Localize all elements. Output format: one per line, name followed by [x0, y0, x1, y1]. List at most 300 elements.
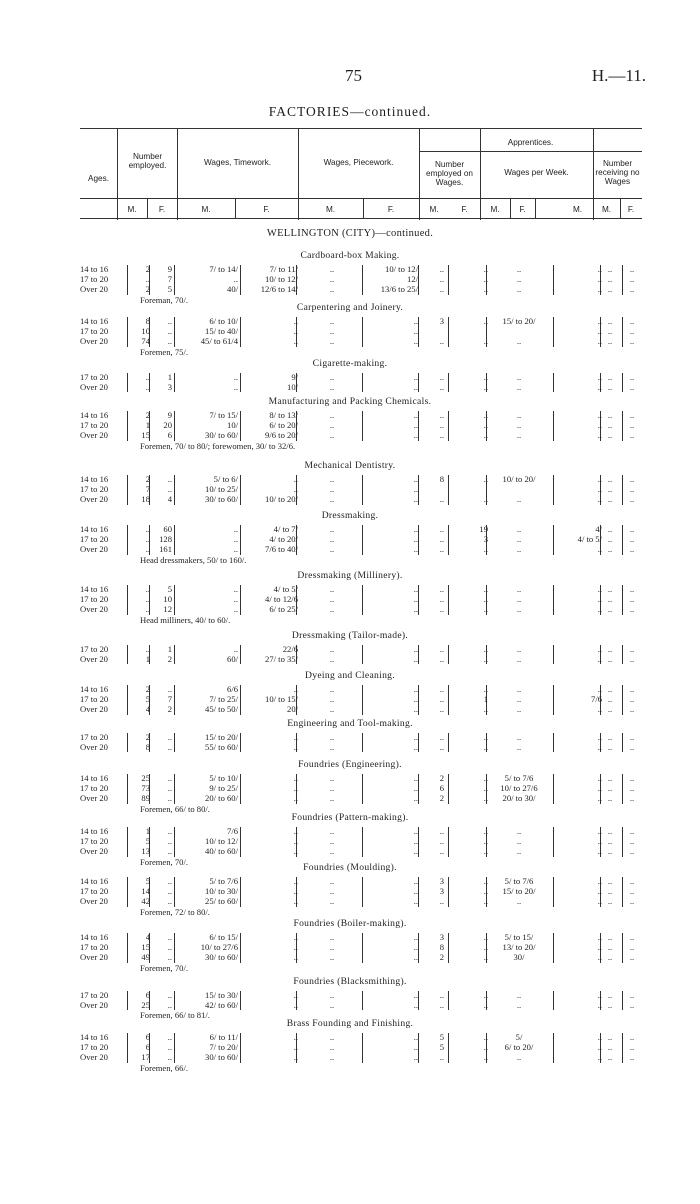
table-cell-nf: ..: [629, 836, 635, 847]
column-rule: [127, 645, 128, 664]
table-cell-tf: 6/ to 25/: [269, 604, 298, 615]
column-rule: [418, 525, 419, 555]
column-rule: [174, 933, 175, 963]
column-rule: [127, 991, 128, 1010]
table-cell-nm: ..: [607, 990, 613, 1000]
header-f: F.: [461, 205, 468, 214]
table-cell-pf: ..: [413, 484, 418, 495]
table-cell-nm: ..: [607, 326, 613, 337]
section-title: Cigarette-making.: [312, 358, 388, 369]
table-cell-af: ..: [483, 952, 488, 963]
column-rule: [127, 475, 128, 505]
table-cell-awm: 15/ to 20/: [502, 886, 536, 897]
table-cell-pf: ..: [413, 876, 418, 886]
table-cell-awm: 13/ to 20/: [502, 942, 536, 953]
table-cell-tf: ..: [293, 932, 298, 942]
table-cell-awm: ..: [516, 654, 522, 665]
table-cell-awf: ..: [597, 1042, 602, 1053]
column-rule: [174, 733, 175, 752]
column-rule: [553, 733, 554, 752]
table-cell-am: ..: [439, 420, 444, 431]
table-cell-age: Over 20: [80, 742, 108, 753]
table-cell-awm: ..: [516, 420, 522, 431]
table-cell-pf: ..: [413, 1000, 418, 1011]
table-cell-age: Over 20: [80, 604, 108, 615]
table-cell-af: ..: [483, 876, 488, 886]
table-cell-f: 9: [167, 264, 172, 274]
header-m: M.: [490, 205, 500, 214]
table-cell-m: 42: [141, 896, 150, 907]
table-cell-awf: ..: [597, 783, 602, 794]
table-cell-pm: ..: [329, 410, 335, 420]
table-cell-m: 14: [141, 886, 150, 897]
table-cell-af: ..: [483, 1032, 488, 1042]
column-rule: [127, 373, 128, 392]
table-cell-awm: ..: [516, 1052, 522, 1063]
table-cell-nf: ..: [629, 644, 635, 654]
table-cell-tf: ..: [293, 886, 298, 897]
table-cell-awf: 7/6: [591, 694, 602, 705]
table-cell-nm: ..: [607, 494, 613, 505]
table-cell-m: 73: [141, 783, 150, 794]
table-cell-age: 17 to 20: [80, 594, 109, 605]
table-cell-nm: ..: [607, 410, 613, 420]
table-cell-age: Over 20: [80, 654, 108, 665]
header-f: F.: [387, 205, 395, 214]
table-cell-tf: ..: [293, 474, 298, 484]
table-cell-pf: ..: [413, 326, 418, 337]
column-rule: [553, 774, 554, 804]
table-cell-af: ..: [483, 274, 488, 285]
table-cell-pm: ..: [329, 1032, 335, 1042]
table-cell-nm: ..: [607, 604, 613, 615]
table-cell-f: 6: [167, 430, 172, 441]
table-cell-pm: ..: [329, 684, 335, 694]
table-cell-pf: ..: [413, 604, 418, 615]
table-cell-nf: ..: [629, 284, 635, 295]
table-cell-nm: ..: [607, 430, 613, 441]
table-cell-m: 4: [145, 704, 150, 715]
column-rule: [553, 475, 554, 505]
table-cell-nm: ..: [607, 274, 613, 285]
table-cell-nf: ..: [629, 694, 635, 705]
table-cell-tm: 6/6: [227, 684, 238, 694]
table-cell-f: ..: [167, 732, 172, 742]
table-cell-awf: ..: [597, 336, 602, 347]
column-rule: [362, 525, 363, 555]
table-cell-tf: ..: [293, 336, 298, 347]
table-cell-tf: ..: [293, 742, 298, 753]
table-cell-tm: 10/: [227, 420, 238, 431]
table-cell-pf: ..: [413, 886, 418, 897]
table-cell-af: ..: [483, 372, 488, 382]
section-note: Foremen, 66/ to 80/.: [140, 803, 210, 814]
table-cell-pm: ..: [329, 316, 335, 326]
section-note: Foremen, 70/ to 80/; forewomen, 30/ to 32/6.: [140, 440, 296, 451]
table-cell-nm: ..: [607, 952, 613, 963]
table-cell-tf: ..: [293, 484, 298, 495]
table-cell-tm: ..: [233, 372, 238, 382]
table-cell-tm: 10/ to 12/: [205, 836, 238, 847]
column-rule: [362, 645, 363, 664]
table-cell-awf: ..: [597, 773, 602, 783]
table-cell-age: Over 20: [80, 430, 108, 441]
table-cell-af: ..: [483, 474, 488, 484]
table-cell-am: ..: [439, 544, 444, 555]
table-cell-awf: ..: [597, 382, 602, 393]
table-cell-age: 14 to 16: [80, 876, 109, 886]
table-cell-awf: ..: [597, 990, 602, 1000]
table-cell-tf: 4/ to 5/: [273, 584, 298, 594]
column-rule: [174, 877, 175, 907]
table-cell-tm: 7/ to 20/: [209, 1042, 238, 1053]
table-cell-nm: ..: [607, 316, 613, 326]
section-note: Foremen, 72/ to 80/.: [140, 906, 210, 917]
table-cell-awf: ..: [597, 1032, 602, 1042]
table-cell-awf: ..: [597, 826, 602, 836]
table-cell-awm: ..: [516, 826, 522, 836]
table-cell-age: 17 to 20: [80, 886, 109, 897]
table-cell-nf: ..: [629, 1052, 635, 1063]
table-cell-pf: ..: [413, 896, 418, 907]
column-rule: [553, 525, 554, 555]
column-rule: [174, 585, 175, 615]
column-rule: [174, 1033, 175, 1063]
table-cell-nf: ..: [629, 704, 635, 715]
column-rule: [127, 733, 128, 752]
table-cell-am: 3: [439, 886, 444, 897]
table-cell-nm: ..: [607, 876, 613, 886]
table-cell-nm: ..: [607, 264, 613, 274]
table-cell-af: ..: [483, 644, 488, 654]
column-rule: [127, 827, 128, 857]
table-cell-m: 18: [141, 494, 150, 505]
table-cell-af: ..: [483, 382, 488, 393]
table-cell-am: ..: [439, 1052, 444, 1063]
table-cell-f: ..: [167, 742, 172, 753]
table-cell-awf: ..: [597, 264, 602, 274]
table-cell-awf: ..: [597, 846, 602, 857]
table-cell-nf: ..: [629, 783, 635, 794]
table-cell-pf: ..: [413, 773, 418, 783]
table-cell-am: ..: [439, 836, 444, 847]
table-cell-age: 17 to 20: [80, 484, 109, 495]
table-cell-m: 1: [145, 654, 150, 665]
table-cell-awf: ..: [597, 474, 602, 484]
header-apprentices-wages: Wages per Week.: [504, 168, 569, 177]
table-cell-nm: ..: [607, 534, 613, 545]
table-cell-f: 10: [163, 594, 172, 605]
table-cell-nm: ..: [607, 524, 613, 534]
table-cell-tm: 45/ to 61/4: [200, 336, 238, 347]
table-cell-m: 5: [145, 876, 150, 886]
table-cell-f: 161: [159, 544, 172, 555]
header-m: M.: [325, 205, 336, 214]
table-cell-nm: ..: [607, 594, 613, 605]
table-cell-pm: ..: [329, 336, 335, 347]
table-cell-age: 17 to 20: [80, 836, 109, 847]
table-cell-m: 2: [145, 474, 150, 484]
table-cell-age: 14 to 16: [80, 584, 109, 594]
table-cell-awm: ..: [516, 644, 522, 654]
table-cell-awm: ..: [516, 742, 522, 753]
table-cell-am: ..: [439, 826, 444, 836]
column-rule: [553, 991, 554, 1010]
table-cell-age: 17 to 20: [80, 534, 109, 545]
table-cell-tm: 40/ to 60/: [205, 846, 238, 857]
column-rule: [418, 373, 419, 392]
table-cell-m: ..: [145, 382, 150, 393]
table-cell-af: ..: [483, 793, 488, 804]
table-cell-m: 49: [141, 952, 150, 963]
table-cell-af: ..: [483, 284, 488, 295]
table-cell-awm: ..: [516, 694, 522, 705]
table-cell-tm: 6/ to 15/: [209, 932, 238, 942]
table-cell-awm: 5/: [515, 1032, 523, 1042]
table-cell-f: ..: [167, 1042, 172, 1053]
column-rule: [418, 265, 419, 295]
table-cell-age: 17 to 20: [80, 372, 109, 382]
section-title: Engineering and Tool-making.: [287, 718, 413, 729]
table-cell-am: ..: [439, 694, 444, 705]
table-cell-nf: ..: [629, 534, 635, 545]
column-rule: [553, 877, 554, 907]
table-cell-age: Over 20: [80, 1000, 108, 1011]
table-cell-nm: ..: [607, 846, 613, 857]
table-cell-tf: ..: [293, 773, 298, 783]
table-cell-age: Over 20: [80, 793, 108, 804]
column-rule: [127, 411, 128, 441]
table-cell-af: ..: [483, 494, 488, 505]
table-cell-nm: ..: [607, 474, 613, 484]
table-cell-am: ..: [439, 732, 444, 742]
table-cell-pm: ..: [329, 654, 335, 665]
table-cell-m: 17: [141, 1052, 150, 1063]
table-cell-nm: ..: [607, 742, 613, 753]
column-rule: [418, 585, 419, 615]
table-cell-pf: ..: [413, 336, 418, 347]
table-cell-tf: 8/ to 13/: [269, 410, 298, 420]
table-cell-pm: ..: [329, 876, 335, 886]
table-cell-awf: ..: [597, 684, 602, 694]
table-cell-awf: ..: [597, 704, 602, 715]
column-rule: [553, 411, 554, 441]
table-cell-tf: ..: [293, 876, 298, 886]
table-cell-pm: ..: [329, 732, 335, 742]
table-cell-age: 14 to 16: [80, 410, 109, 420]
table-cell-am: ..: [439, 684, 444, 694]
table-cell-age: Over 20: [80, 704, 108, 715]
table-cell-f: 4: [167, 494, 172, 505]
table-cell-age: 17 to 20: [80, 694, 109, 705]
table-cell-nf: ..: [629, 952, 635, 963]
table-cell-am: 8: [439, 942, 444, 953]
table-cell-pm: ..: [329, 484, 335, 495]
table-cell-tm: 15/ to 20/: [205, 732, 238, 742]
table-cell-awf: ..: [597, 274, 602, 285]
column-rule: [174, 373, 175, 392]
table-cell-pf: ..: [413, 524, 418, 534]
table-cell-f: ..: [167, 886, 172, 897]
table-cell-nf: ..: [629, 410, 635, 420]
table-cell-awm: 15/ to 20/: [502, 316, 536, 326]
table-cell-pm: ..: [329, 524, 335, 534]
table-cell-pm: ..: [329, 584, 335, 594]
table-cell-pm: ..: [329, 826, 335, 836]
table-cell-nf: ..: [629, 846, 635, 857]
table-cell-pm: ..: [329, 1000, 335, 1011]
table-cell-af: ..: [483, 410, 488, 420]
document-reference: H.—11.: [591, 66, 646, 85]
table-cell-pf: ..: [413, 474, 418, 484]
table-cell-tf: 10/ to 12/: [265, 274, 298, 285]
table-cell-am: 2: [439, 773, 444, 783]
table-cell-nm: ..: [607, 684, 613, 694]
table-cell-nm: ..: [607, 826, 613, 836]
column-rule: [174, 991, 175, 1010]
column-rule: [362, 991, 363, 1010]
table-cell-am: ..: [439, 336, 444, 347]
table-cell-nm: ..: [607, 544, 613, 555]
table-cell-tm: 5/ to 6/: [213, 474, 238, 484]
table-cell-m: 25: [141, 773, 150, 783]
table-cell-awm: ..: [516, 274, 522, 285]
table-cell-f: 12: [163, 604, 172, 615]
table-cell-awm: ..: [516, 284, 522, 295]
column-rule: [127, 525, 128, 555]
table-cell-awf: ..: [597, 932, 602, 942]
table-cell-am: ..: [439, 534, 444, 545]
table-cell-nf: ..: [629, 942, 635, 953]
table-cell-age: Over 20: [80, 846, 108, 857]
table-cell-age: 14 to 16: [80, 773, 109, 783]
table-cell-age: 14 to 16: [80, 524, 109, 534]
table-cell-am: 8: [439, 474, 444, 484]
table-cell-age: 17 to 20: [80, 274, 109, 285]
table-cell-pf: ..: [413, 1032, 418, 1042]
table-cell-tf: 6/ to 20/: [269, 420, 298, 431]
table-cell-nm: ..: [607, 484, 613, 495]
table-cell-awf: 4/ to 5/: [577, 534, 602, 545]
header-ages: Ages.: [88, 174, 109, 183]
column-rule: [174, 645, 175, 664]
table-cell-pm: ..: [329, 1042, 335, 1053]
table-cell-f: ..: [167, 990, 172, 1000]
table-cell-pf: 10/ to 12/: [385, 264, 418, 274]
table-cell-tm: 7/ to 15/: [209, 410, 238, 420]
table-cell-am: ..: [439, 264, 444, 274]
table-cell-awm: 5/ to 7/6: [504, 876, 534, 886]
table-cell-awm: 30/: [513, 952, 525, 963]
table-cell-awf: ..: [597, 952, 602, 963]
table-cell-m: 4: [145, 932, 150, 942]
table-cell-pm: ..: [329, 326, 335, 337]
table-cell-tm: 10/ to 30/: [205, 886, 238, 897]
header-m: M.: [601, 205, 612, 214]
table-cell-nf: ..: [629, 584, 635, 594]
table-cell-tm: 7/6: [227, 826, 238, 836]
table-cell-awf: ..: [597, 430, 602, 441]
column-rule: [174, 525, 175, 555]
table-cell-age: 17 to 20: [80, 942, 109, 953]
table-cell-af: ..: [483, 684, 488, 694]
section-note: Head dressmakers, 50/ to 160/.: [140, 554, 247, 565]
table-cell-af: ..: [483, 732, 488, 742]
column-rule: [418, 317, 419, 347]
table-cell-pf: 12/: [407, 274, 418, 285]
table-cell-pm: ..: [329, 846, 335, 857]
table-cell-awm: 6/ to 20/: [504, 1042, 534, 1053]
table-cell-am: 6: [439, 783, 444, 794]
table-cell-tm: 20/ to 60/: [205, 793, 238, 804]
section-title: Dyeing and Cleaning.: [305, 670, 395, 681]
table-cell-awm: 10/ to 27/6: [500, 783, 538, 794]
table-cell-awf: ..: [597, 876, 602, 886]
table-cell-m: ..: [145, 372, 150, 382]
column-rule: [174, 774, 175, 804]
table-cell-f: 128: [159, 534, 172, 545]
table-cell-m: 2: [145, 684, 150, 694]
table-cell-m: ..: [145, 644, 150, 654]
table-cell-tf: ..: [293, 1000, 298, 1011]
table-cell-f: ..: [167, 316, 172, 326]
section-title: Foundries (Moulding).: [303, 862, 397, 873]
table-cell-age: 14 to 16: [80, 826, 109, 836]
table-cell-age: Over 20: [80, 896, 108, 907]
table-cell-am: ..: [439, 410, 444, 420]
table-cell-pf: ..: [413, 952, 418, 963]
table-cell-awf: ..: [597, 494, 602, 505]
table-cell-m: ..: [145, 594, 150, 605]
table-cell-pf: 13/6 to 25/: [380, 284, 418, 295]
table-cell-tf: ..: [293, 783, 298, 794]
table-cell-am: ..: [439, 604, 444, 615]
table-cell-age: 17 to 20: [80, 644, 109, 654]
column-rule: [553, 645, 554, 664]
table-cell-f: ..: [167, 846, 172, 857]
table-cell-awf: ..: [597, 793, 602, 804]
table-cell-age: Over 20: [80, 382, 108, 393]
table-cell-tm: 45/ to 50/: [205, 704, 238, 715]
table-cell-age: 14 to 16: [80, 684, 109, 694]
table-cell-nf: ..: [629, 316, 635, 326]
table-cell-nm: ..: [607, 773, 613, 783]
table-cell-f: ..: [167, 336, 172, 347]
table-cell-tf: ..: [293, 684, 298, 694]
table-cell-awf: ..: [597, 1052, 602, 1063]
table-cell-awm: ..: [516, 896, 522, 907]
table-cell-am: ..: [439, 494, 444, 505]
table-cell-awf: ..: [597, 594, 602, 605]
table-cell-am: ..: [439, 524, 444, 534]
table-cell-am: ..: [439, 430, 444, 441]
table-cell-awm: 10/ to 20/: [502, 474, 536, 484]
table-cell-pm: ..: [329, 382, 335, 393]
table-cell-m: 15: [141, 942, 150, 953]
table-cell-age: 17 to 20: [80, 732, 109, 742]
table-cell-nf: ..: [629, 1032, 635, 1042]
table-cell-pm: ..: [329, 604, 335, 615]
table-cell-af: ..: [483, 826, 488, 836]
table-cell-nf: ..: [629, 274, 635, 285]
table-cell-f: 5: [167, 584, 172, 594]
table-cell-af: 1: [483, 694, 488, 705]
table-cell-pm: ..: [329, 420, 335, 431]
table-cell-pf: ..: [413, 544, 418, 555]
table-cell-f: ..: [167, 1052, 172, 1063]
header-wages-piecework: Wages, Piecework.: [323, 158, 394, 167]
column-rule: [127, 877, 128, 907]
